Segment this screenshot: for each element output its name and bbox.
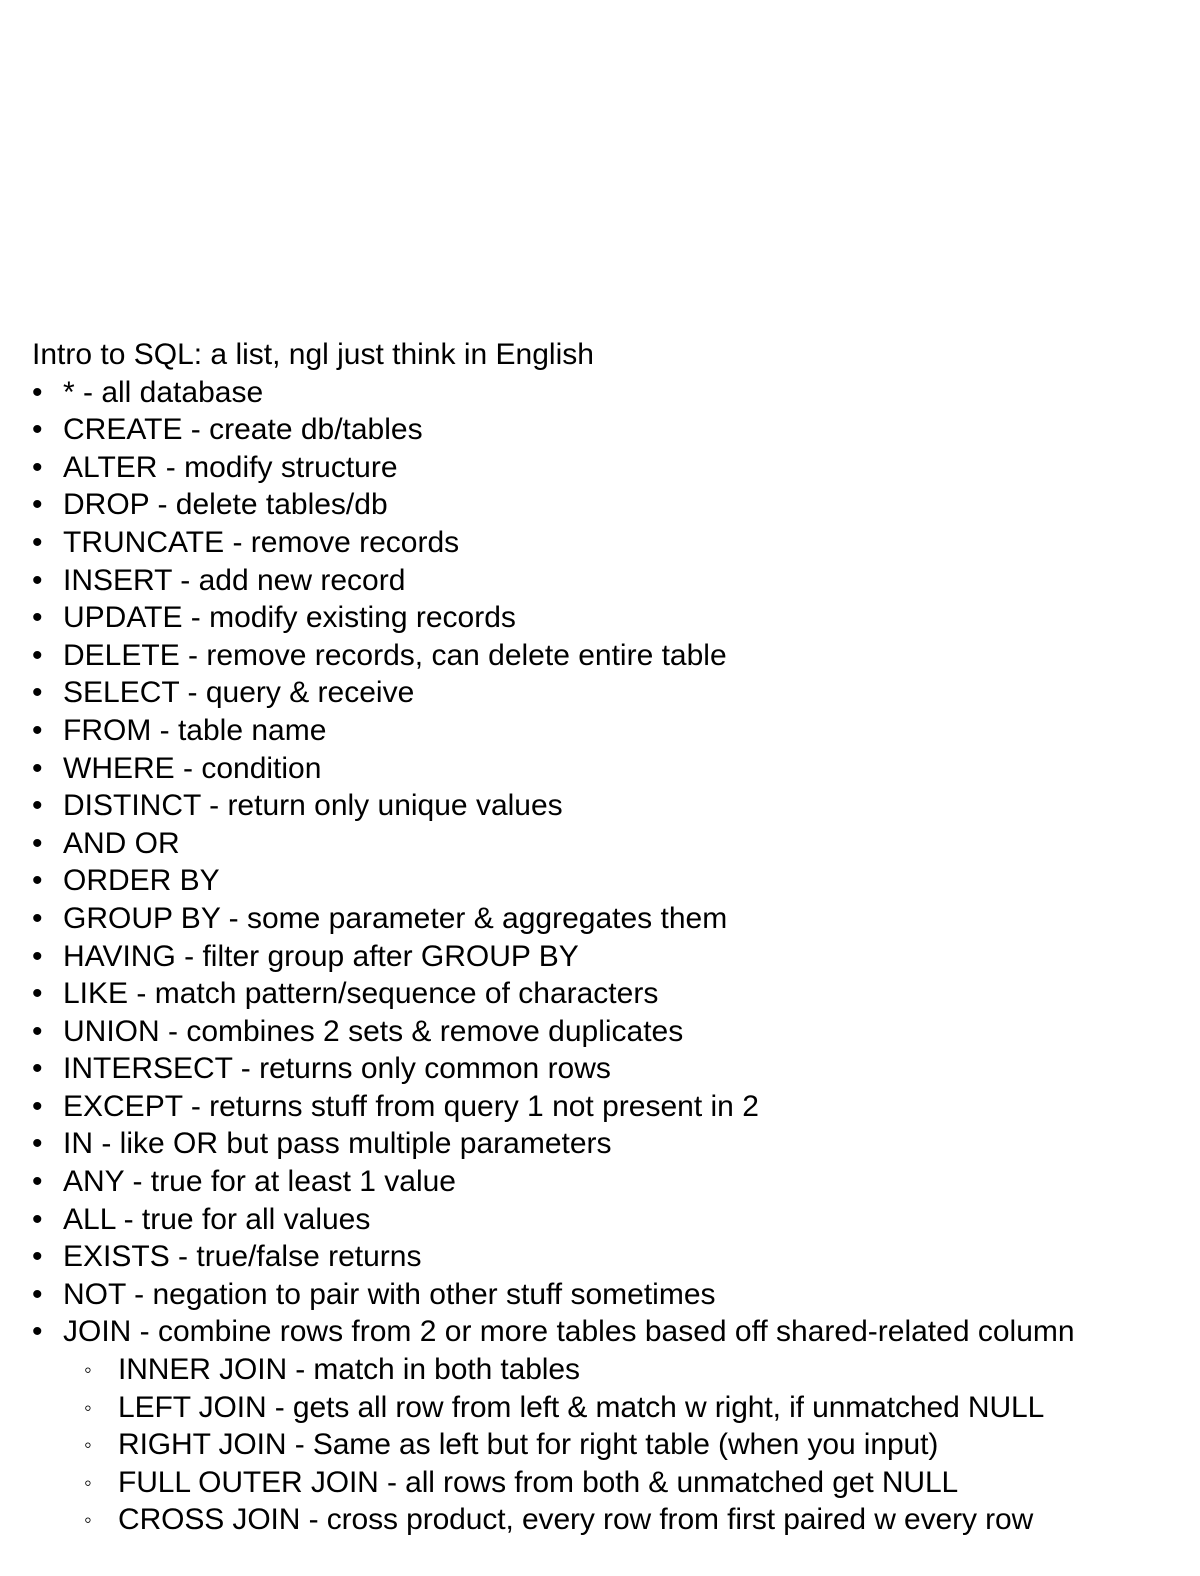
list-item-text: DELETE - remove records, can delete entire table	[63, 638, 727, 672]
bullet-icon: •	[32, 601, 43, 635]
bullet-icon: •	[32, 901, 43, 935]
list-item	[32, 1163, 1192, 1201]
sub-list-item	[32, 1426, 1192, 1464]
bullet-icon: •	[32, 1127, 43, 1161]
sub-list-item	[32, 1464, 1192, 1502]
list-item-text: NOT - negation to pair with other stuff sometimes	[63, 1277, 716, 1311]
list-item-text: GROUP BY - some parameter & aggregates them	[63, 901, 728, 935]
bullet-icon: •	[32, 638, 43, 672]
list-item-text: UPDATE - modify existing records	[63, 601, 516, 635]
bullet-icon: •	[32, 676, 43, 710]
list-item-text: EXISTS - true/false returns	[63, 1240, 422, 1274]
sub-list-item-text: INNER JOIN - match in both tables	[118, 1353, 580, 1387]
list-item-text: DROP - delete tables/db	[63, 488, 388, 522]
hollow-bullet-icon: ◦	[84, 1469, 92, 1495]
bullet-icon: •	[32, 713, 43, 747]
list-item	[32, 1125, 1192, 1163]
bullet-icon: •	[32, 1165, 43, 1199]
list-item	[32, 524, 1192, 562]
bullet-icon: •	[32, 1315, 43, 1349]
bullet-icon: •	[32, 751, 43, 785]
list-item	[32, 411, 1192, 449]
list-item-text: JOIN - combine rows from 2 or more tables based off shared-related column	[63, 1315, 1075, 1349]
page-title: Intro to SQL: a list, ngl just think in English	[32, 338, 594, 371]
list-item-text: INTERSECT - returns only common rows	[63, 1052, 611, 1086]
sub-list-item	[32, 1351, 1192, 1389]
bullet-icon: •	[32, 1277, 43, 1311]
document-page	[32, 336, 1192, 1539]
list-item	[32, 449, 1192, 487]
list-item	[32, 1313, 1192, 1351]
list-item-text: * - all database	[63, 375, 264, 409]
bullet-icon: •	[32, 1052, 43, 1086]
join-types-sublist	[32, 1351, 1192, 1539]
list-item	[32, 599, 1192, 637]
list-item	[32, 900, 1192, 938]
list-item	[32, 712, 1192, 750]
bullet-icon: •	[32, 789, 43, 823]
list-item-text: UNION - combines 2 sets & remove duplicates	[63, 1014, 684, 1048]
list-item-text: SELECT - query & receive	[63, 676, 415, 710]
sub-list-item-text: RIGHT JOIN - Same as left but for right table (when you input)	[118, 1428, 939, 1462]
list-item	[32, 1238, 1192, 1276]
list-item	[32, 486, 1192, 524]
list-item-text: TRUNCATE - remove records	[63, 525, 460, 559]
list-item-text: INSERT - add new record	[63, 563, 406, 597]
bullet-icon: •	[32, 939, 43, 973]
list-item	[32, 750, 1192, 788]
list-item	[32, 1013, 1192, 1051]
bullet-icon: •	[32, 525, 43, 559]
sub-list-item-text: LEFT JOIN - gets all row from left & match w right, if unmatched NULL	[118, 1390, 1045, 1424]
list-item-text: ORDER BY	[63, 864, 220, 898]
list-item-text: FROM - table name	[63, 713, 327, 747]
list-item	[32, 1050, 1192, 1088]
bullet-icon: •	[32, 1240, 43, 1274]
bullet-icon: •	[32, 1089, 43, 1123]
list-item	[32, 938, 1192, 976]
list-item-text: AND OR	[63, 826, 180, 860]
bullet-icon: •	[32, 563, 43, 597]
bullet-icon: •	[32, 1014, 43, 1048]
sql-keyword-list	[32, 374, 1192, 1539]
list-item-text: EXCEPT - returns stuff from query 1 not present in 2	[63, 1089, 759, 1123]
bullet-icon: •	[32, 977, 43, 1011]
bullet-icon: •	[32, 826, 43, 860]
bullet-icon: •	[32, 450, 43, 484]
list-item-text: IN - like OR but pass multiple parameters	[63, 1127, 612, 1161]
list-item	[32, 862, 1192, 900]
bullet-icon: •	[32, 864, 43, 898]
hollow-bullet-icon: ◦	[84, 1394, 92, 1420]
list-item-text: CREATE - create db/tables	[63, 413, 423, 447]
sub-list-item-text: FULL OUTER JOIN - all rows from both & unmatched get NULL	[118, 1465, 959, 1499]
hollow-bullet-icon: ◦	[84, 1432, 92, 1458]
list-item	[32, 975, 1192, 1013]
list-item	[32, 374, 1192, 412]
list-item-text: ANY - true for at least 1 value	[63, 1165, 456, 1199]
sub-list-item-text: CROSS JOIN - cross product, every row from first paired w every row	[118, 1503, 1034, 1537]
hollow-bullet-icon: ◦	[84, 1507, 92, 1533]
list-item-text: ALTER - modify structure	[63, 450, 398, 484]
list-item-text: WHERE - condition	[63, 751, 322, 785]
list-item	[32, 562, 1192, 600]
list-item	[32, 787, 1192, 825]
bullet-icon: •	[32, 375, 43, 409]
list-item-text: ALL - true for all values	[63, 1202, 371, 1236]
bullet-icon: •	[32, 1202, 43, 1236]
list-item	[32, 674, 1192, 712]
list-item	[32, 1201, 1192, 1239]
list-item	[32, 825, 1192, 863]
list-item-text: DISTINCT - return only unique values	[63, 789, 563, 823]
list-item	[32, 1088, 1192, 1126]
sub-list-item	[32, 1389, 1192, 1427]
hollow-bullet-icon: ◦	[84, 1357, 92, 1383]
list-item-text: LIKE - match pattern/sequence of characters	[63, 977, 659, 1011]
sub-list-item	[32, 1501, 1192, 1539]
bullet-icon: •	[32, 413, 43, 447]
list-item	[32, 637, 1192, 675]
list-item-text: HAVING - filter group after GROUP BY	[63, 939, 579, 973]
bullet-icon: •	[32, 488, 43, 522]
list-item	[32, 1276, 1192, 1314]
